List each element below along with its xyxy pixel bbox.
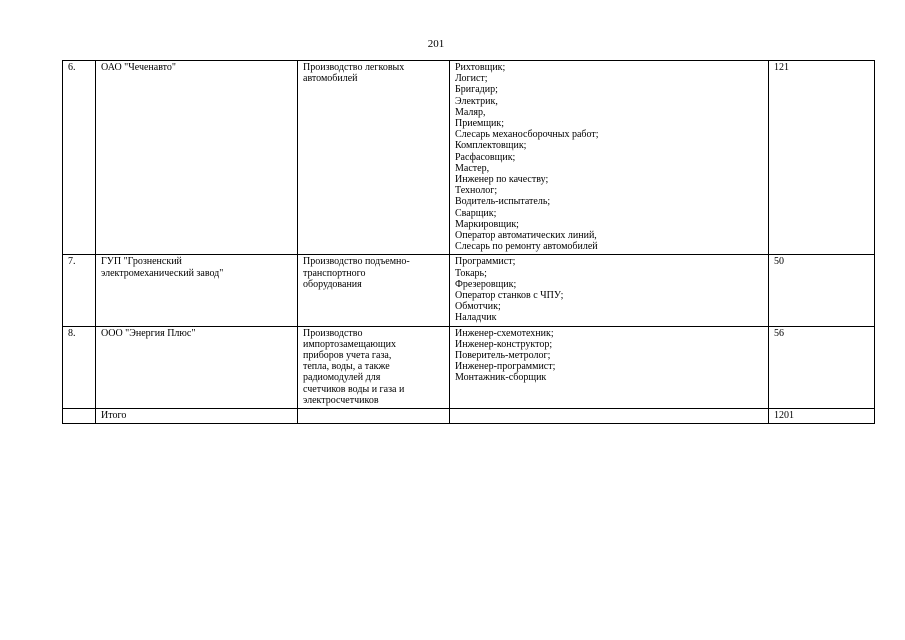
profession-item: Обмотчик; bbox=[455, 301, 501, 313]
profession-item: Программист; bbox=[455, 256, 516, 268]
table-row bbox=[63, 255, 875, 326]
profession-item: Инженер-программист; bbox=[455, 361, 556, 373]
production-description: Производство подъемно- транспортного оборудования bbox=[298, 255, 450, 326]
profession-item: Фрезеровщик; bbox=[455, 278, 517, 290]
row-number: 8. bbox=[63, 326, 96, 408]
organization-name: ГУП "Грозненский электромеханический завод" bbox=[96, 255, 298, 326]
profession-item: Наладчик bbox=[455, 312, 497, 324]
profession-item: Маркировщик; bbox=[455, 218, 519, 230]
employee-count: 50 bbox=[769, 255, 875, 326]
table-row bbox=[63, 326, 875, 408]
total-professions bbox=[450, 409, 769, 424]
employee-count: 56 bbox=[769, 326, 875, 408]
profession-item: Сварщик; bbox=[455, 207, 497, 219]
organization-name: ОАО "Чеченавто" bbox=[96, 61, 298, 255]
profession-item: Оператор автоматических линий, bbox=[455, 230, 597, 242]
total-label: Итого bbox=[96, 409, 298, 424]
profession-item: Маляр, bbox=[455, 106, 486, 118]
row-number: 6. bbox=[63, 61, 96, 255]
row-number: 7. bbox=[63, 255, 96, 326]
profession-item: Инженер-конструктор; bbox=[455, 338, 553, 350]
professions-list bbox=[450, 255, 769, 326]
total-row-number bbox=[63, 409, 96, 424]
enterprises-table bbox=[62, 60, 875, 424]
profession-item: Водитель-испытатель; bbox=[455, 196, 551, 208]
profession-item: Поверитель-метролог; bbox=[455, 350, 551, 362]
profession-item: Приемщик; bbox=[455, 118, 505, 130]
profession-item: Монтажник-сборщик bbox=[455, 372, 547, 384]
page-number: 201 bbox=[427, 38, 445, 50]
profession-item: Оператор станков с ЧПУ; bbox=[455, 290, 564, 302]
profession-item: Слесарь по ремонту автомобилей bbox=[455, 241, 598, 253]
profession-item: Рихтовщик; bbox=[455, 62, 506, 73]
profession-item: Технолог; bbox=[455, 185, 498, 197]
total-production bbox=[298, 409, 450, 424]
profession-item: Инженер по качеству; bbox=[455, 174, 549, 186]
total-row bbox=[63, 409, 875, 424]
total-count: 1201 bbox=[769, 409, 875, 424]
profession-item: Логист; bbox=[455, 73, 488, 85]
profession-item: Комплектовщик; bbox=[455, 140, 527, 152]
profession-item: Токарь; bbox=[455, 267, 487, 279]
employee-count: 121 bbox=[769, 61, 875, 255]
profession-item: Электрик, bbox=[455, 95, 498, 107]
organization-name: ООО "Энергия Плюс" bbox=[96, 326, 298, 408]
production-description: Производство легковых автомобилей bbox=[298, 61, 450, 255]
professions-list bbox=[450, 61, 769, 255]
profession-item: Мастер, bbox=[455, 162, 490, 174]
profession-item: Слесарь механосборочных работ; bbox=[455, 129, 599, 141]
table-row bbox=[63, 61, 875, 255]
production-description: Производство импортозамещающих приборов учета газа, тепла, воды, а также радиомодулей для счетчиков воды и газа и электросчетчиков bbox=[298, 326, 450, 408]
profession-item: Расфасовщик; bbox=[455, 151, 516, 163]
profession-item: Инженер-схемотехник; bbox=[455, 327, 554, 339]
profession-item: Бригадир; bbox=[455, 84, 498, 96]
professions-list bbox=[450, 326, 769, 408]
